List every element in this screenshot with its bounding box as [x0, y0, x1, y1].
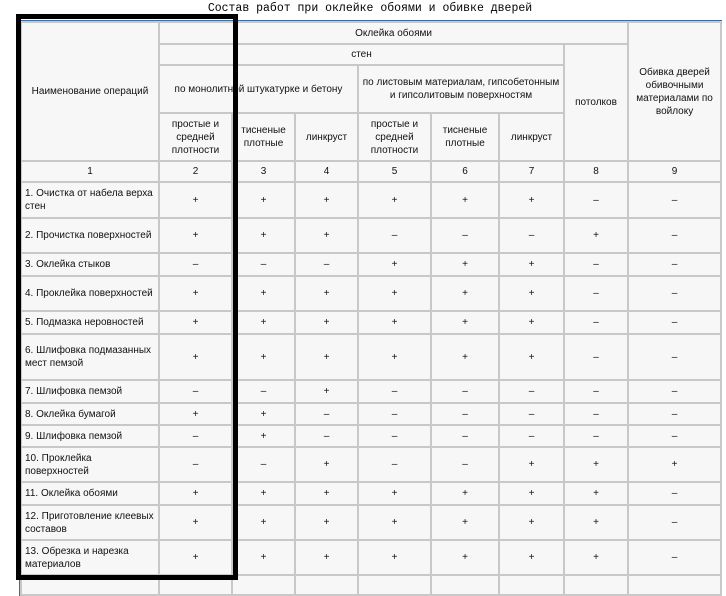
- empty-cell: [628, 575, 721, 595]
- operation-mark: –: [295, 403, 358, 425]
- operation-mark: +: [358, 334, 431, 380]
- operation-mark: +: [232, 425, 295, 447]
- operation-mark: –: [628, 380, 721, 403]
- operation-mark: +: [431, 311, 499, 334]
- table-row: [21, 482, 721, 505]
- table-row-partial: [21, 575, 721, 595]
- operation-mark: –: [232, 380, 295, 403]
- operations-table: [20, 21, 722, 596]
- header-lincrusta-2: линкруст: [499, 113, 564, 161]
- operation-mark: –: [232, 447, 295, 482]
- operation-mark: –: [159, 380, 232, 403]
- operation-mark: +: [358, 482, 431, 505]
- operation-name: 6. Шлифовка подмазанных мест пемзой: [21, 334, 159, 380]
- table-row: [21, 253, 721, 276]
- operation-mark: +: [232, 182, 295, 218]
- header-ceilings: потолков: [564, 44, 628, 161]
- operation-name: 8. Оклейка бумагой: [21, 403, 159, 425]
- operation-mark: +: [431, 334, 499, 380]
- operation-mark: –: [159, 253, 232, 276]
- operation-mark: +: [232, 218, 295, 253]
- operation-mark: +: [431, 253, 499, 276]
- operation-mark: +: [159, 311, 232, 334]
- operation-mark: –: [564, 403, 628, 425]
- table-body: [21, 182, 721, 595]
- operation-mark: –: [499, 218, 564, 253]
- operation-name: 9. Шлифовка пемзой: [21, 425, 159, 447]
- operation-mark: –: [628, 253, 721, 276]
- operation-mark: +: [358, 505, 431, 540]
- operation-mark: –: [431, 403, 499, 425]
- column-number: 5: [358, 161, 431, 182]
- empty-cell: [564, 575, 628, 595]
- operation-mark: +: [232, 540, 295, 575]
- operation-mark: –: [564, 334, 628, 380]
- operation-name: 2. Прочистка поверхностей: [21, 218, 159, 253]
- operation-mark: +: [358, 276, 431, 311]
- column-number: 3: [232, 161, 295, 182]
- column-number: 9: [628, 161, 721, 182]
- operation-name: 13. Обрезка и нарезка материалов: [21, 540, 159, 575]
- table-row: [21, 505, 721, 540]
- operation-mark: –: [628, 540, 721, 575]
- empty-cell: [295, 575, 358, 595]
- empty-cell: [21, 575, 159, 595]
- operation-name: 3. Оклейка стыков: [21, 253, 159, 276]
- operation-mark: +: [159, 218, 232, 253]
- operation-mark: –: [358, 380, 431, 403]
- empty-cell: [232, 575, 295, 595]
- operation-mark: +: [358, 540, 431, 575]
- column-number: 8: [564, 161, 628, 182]
- operation-mark: –: [431, 425, 499, 447]
- operation-mark: +: [295, 276, 358, 311]
- column-number: 4: [295, 161, 358, 182]
- operation-name: 12. Приготовление клеевых составов: [21, 505, 159, 540]
- operation-mark: +: [232, 311, 295, 334]
- operation-mark: +: [232, 505, 295, 540]
- operation-mark: –: [295, 253, 358, 276]
- operation-mark: +: [431, 505, 499, 540]
- table-row: [21, 311, 721, 334]
- operation-mark: –: [628, 311, 721, 334]
- operation-mark: –: [232, 253, 295, 276]
- column-number-row: [21, 161, 721, 182]
- table-row: [21, 380, 721, 403]
- operation-mark: –: [431, 218, 499, 253]
- operation-mark: +: [295, 447, 358, 482]
- empty-cell: [159, 575, 232, 595]
- empty-cell: [499, 575, 564, 595]
- header-sheet: по листовым материалам, гипсобетонным и гипсолитовым поверхностям: [358, 65, 564, 113]
- column-number: 7: [499, 161, 564, 182]
- operation-mark: +: [564, 540, 628, 575]
- operation-mark: +: [628, 447, 721, 482]
- operation-mark: –: [358, 403, 431, 425]
- operation-mark: –: [358, 447, 431, 482]
- operation-mark: +: [159, 276, 232, 311]
- operations-table-wrapper: [19, 20, 722, 596]
- operation-mark: +: [232, 276, 295, 311]
- operation-mark: –: [499, 403, 564, 425]
- operation-mark: +: [159, 403, 232, 425]
- operation-mark: –: [628, 218, 721, 253]
- operation-mark: +: [295, 311, 358, 334]
- operation-mark: +: [499, 334, 564, 380]
- table-row: [21, 334, 721, 380]
- header-wallpapering: Оклейка обоями: [159, 22, 628, 44]
- operation-mark: –: [159, 425, 232, 447]
- operation-mark: +: [159, 540, 232, 575]
- operation-mark: –: [159, 447, 232, 482]
- operation-mark: +: [159, 505, 232, 540]
- page-title: Состав работ при оклейке обоями и обивке дверей: [207, 2, 533, 15]
- operation-mark: –: [628, 334, 721, 380]
- operation-mark: +: [431, 182, 499, 218]
- operation-mark: +: [295, 540, 358, 575]
- operation-mark: –: [628, 182, 721, 218]
- operation-mark: –: [499, 425, 564, 447]
- header-walls: стен: [159, 44, 564, 65]
- operation-name: 5. Подмазка неровностей: [21, 311, 159, 334]
- table-row: [21, 540, 721, 575]
- operation-mark: +: [295, 334, 358, 380]
- operation-mark: +: [295, 482, 358, 505]
- operation-name: 7. Шлифовка пемзой: [21, 380, 159, 403]
- operation-mark: +: [295, 182, 358, 218]
- header-doors: Обивка дверей обивочными материалами по войлоку: [628, 22, 721, 161]
- column-number: 6: [431, 161, 499, 182]
- operation-mark: +: [499, 253, 564, 276]
- operation-mark: –: [564, 253, 628, 276]
- operation-mark: +: [499, 505, 564, 540]
- operation-mark: +: [295, 505, 358, 540]
- operation-mark: +: [232, 482, 295, 505]
- operation-mark: –: [358, 218, 431, 253]
- operation-mark: +: [431, 540, 499, 575]
- column-number: 1: [21, 161, 159, 182]
- column-number: 2: [159, 161, 232, 182]
- operation-mark: –: [564, 311, 628, 334]
- operation-mark: –: [295, 425, 358, 447]
- operation-mark: +: [499, 311, 564, 334]
- operation-mark: +: [358, 253, 431, 276]
- table-row: [21, 276, 721, 311]
- operation-mark: +: [159, 482, 232, 505]
- operation-mark: +: [232, 403, 295, 425]
- operation-mark: –: [564, 380, 628, 403]
- table-row: [21, 403, 721, 425]
- operation-name: 10. Проклейка поверхностей: [21, 447, 159, 482]
- header-embossed: тисненые плотные: [232, 113, 295, 161]
- operation-mark: +: [564, 447, 628, 482]
- operation-mark: +: [295, 218, 358, 253]
- operation-mark: –: [564, 182, 628, 218]
- operation-mark: +: [358, 182, 431, 218]
- operation-mark: +: [499, 276, 564, 311]
- operation-mark: +: [232, 334, 295, 380]
- operation-mark: +: [358, 311, 431, 334]
- header-simple: простые и средней плотности: [159, 113, 232, 161]
- operation-mark: +: [499, 182, 564, 218]
- operation-mark: +: [499, 482, 564, 505]
- operation-mark: +: [431, 276, 499, 311]
- operation-mark: +: [564, 218, 628, 253]
- operation-name: 4. Проклейка поверхностей: [21, 276, 159, 311]
- operation-mark: +: [159, 182, 232, 218]
- operation-mark: –: [431, 380, 499, 403]
- operation-mark: +: [159, 334, 232, 380]
- operation-mark: –: [628, 276, 721, 311]
- operation-mark: –: [564, 425, 628, 447]
- table-row: [21, 218, 721, 253]
- operation-mark: +: [499, 540, 564, 575]
- operation-mark: –: [628, 425, 721, 447]
- operation-mark: –: [628, 482, 721, 505]
- operation-mark: +: [295, 380, 358, 403]
- header-operations: Наименование операций: [21, 22, 159, 161]
- operation-mark: –: [358, 425, 431, 447]
- header-embossed-2: тисненые плотные: [431, 113, 499, 161]
- operation-mark: –: [564, 276, 628, 311]
- header-simple-2: простые и средней плотности: [358, 113, 431, 161]
- operation-mark: +: [431, 482, 499, 505]
- operation-name: 11. Оклейка обоями: [21, 482, 159, 505]
- operation-mark: +: [564, 482, 628, 505]
- header-lincrusta: линкруст: [295, 113, 358, 161]
- empty-cell: [358, 575, 431, 595]
- operation-name: 1. Очистка от набела верха стен: [21, 182, 159, 218]
- operation-mark: –: [431, 447, 499, 482]
- header-monolithic: по монолитной штукатурке и бетону: [159, 65, 358, 113]
- empty-cell: [431, 575, 499, 595]
- operation-mark: +: [499, 447, 564, 482]
- operation-mark: +: [564, 505, 628, 540]
- table-row: [21, 425, 721, 447]
- operation-mark: –: [628, 403, 721, 425]
- table-row: [21, 447, 721, 482]
- operation-mark: –: [628, 505, 721, 540]
- operation-mark: –: [499, 380, 564, 403]
- table-row: [21, 182, 721, 218]
